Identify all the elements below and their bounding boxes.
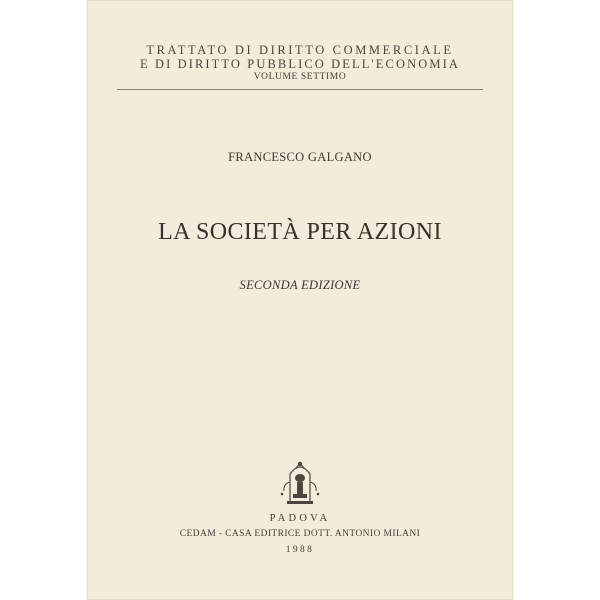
header-rule bbox=[117, 89, 483, 90]
volume-label: VOLUME SETTIMO bbox=[253, 72, 347, 82]
title-page bbox=[87, 0, 513, 600]
book-title: LA SOCIETÀ PER AZIONI bbox=[158, 219, 442, 245]
imprint-city: PADOVA bbox=[269, 513, 331, 524]
series-title-line-1: TRATTATO DI DIRITTO COMMERCIALE bbox=[146, 43, 454, 57]
author-name: FRANCESCO GALGANO bbox=[228, 150, 372, 164]
series-title-line-2: E DI DIRITTO PUBBLICO DELL'ECONOMIA bbox=[140, 57, 460, 71]
printer-emblem-icon bbox=[270, 458, 330, 506]
imprint-publisher: CEDAM - CASA EDITRICE DOTT. ANTONIO MILANI bbox=[179, 529, 421, 539]
imprint-year: 1988 bbox=[285, 545, 315, 555]
edition-label: SECONDA EDIZIONE bbox=[239, 278, 361, 292]
